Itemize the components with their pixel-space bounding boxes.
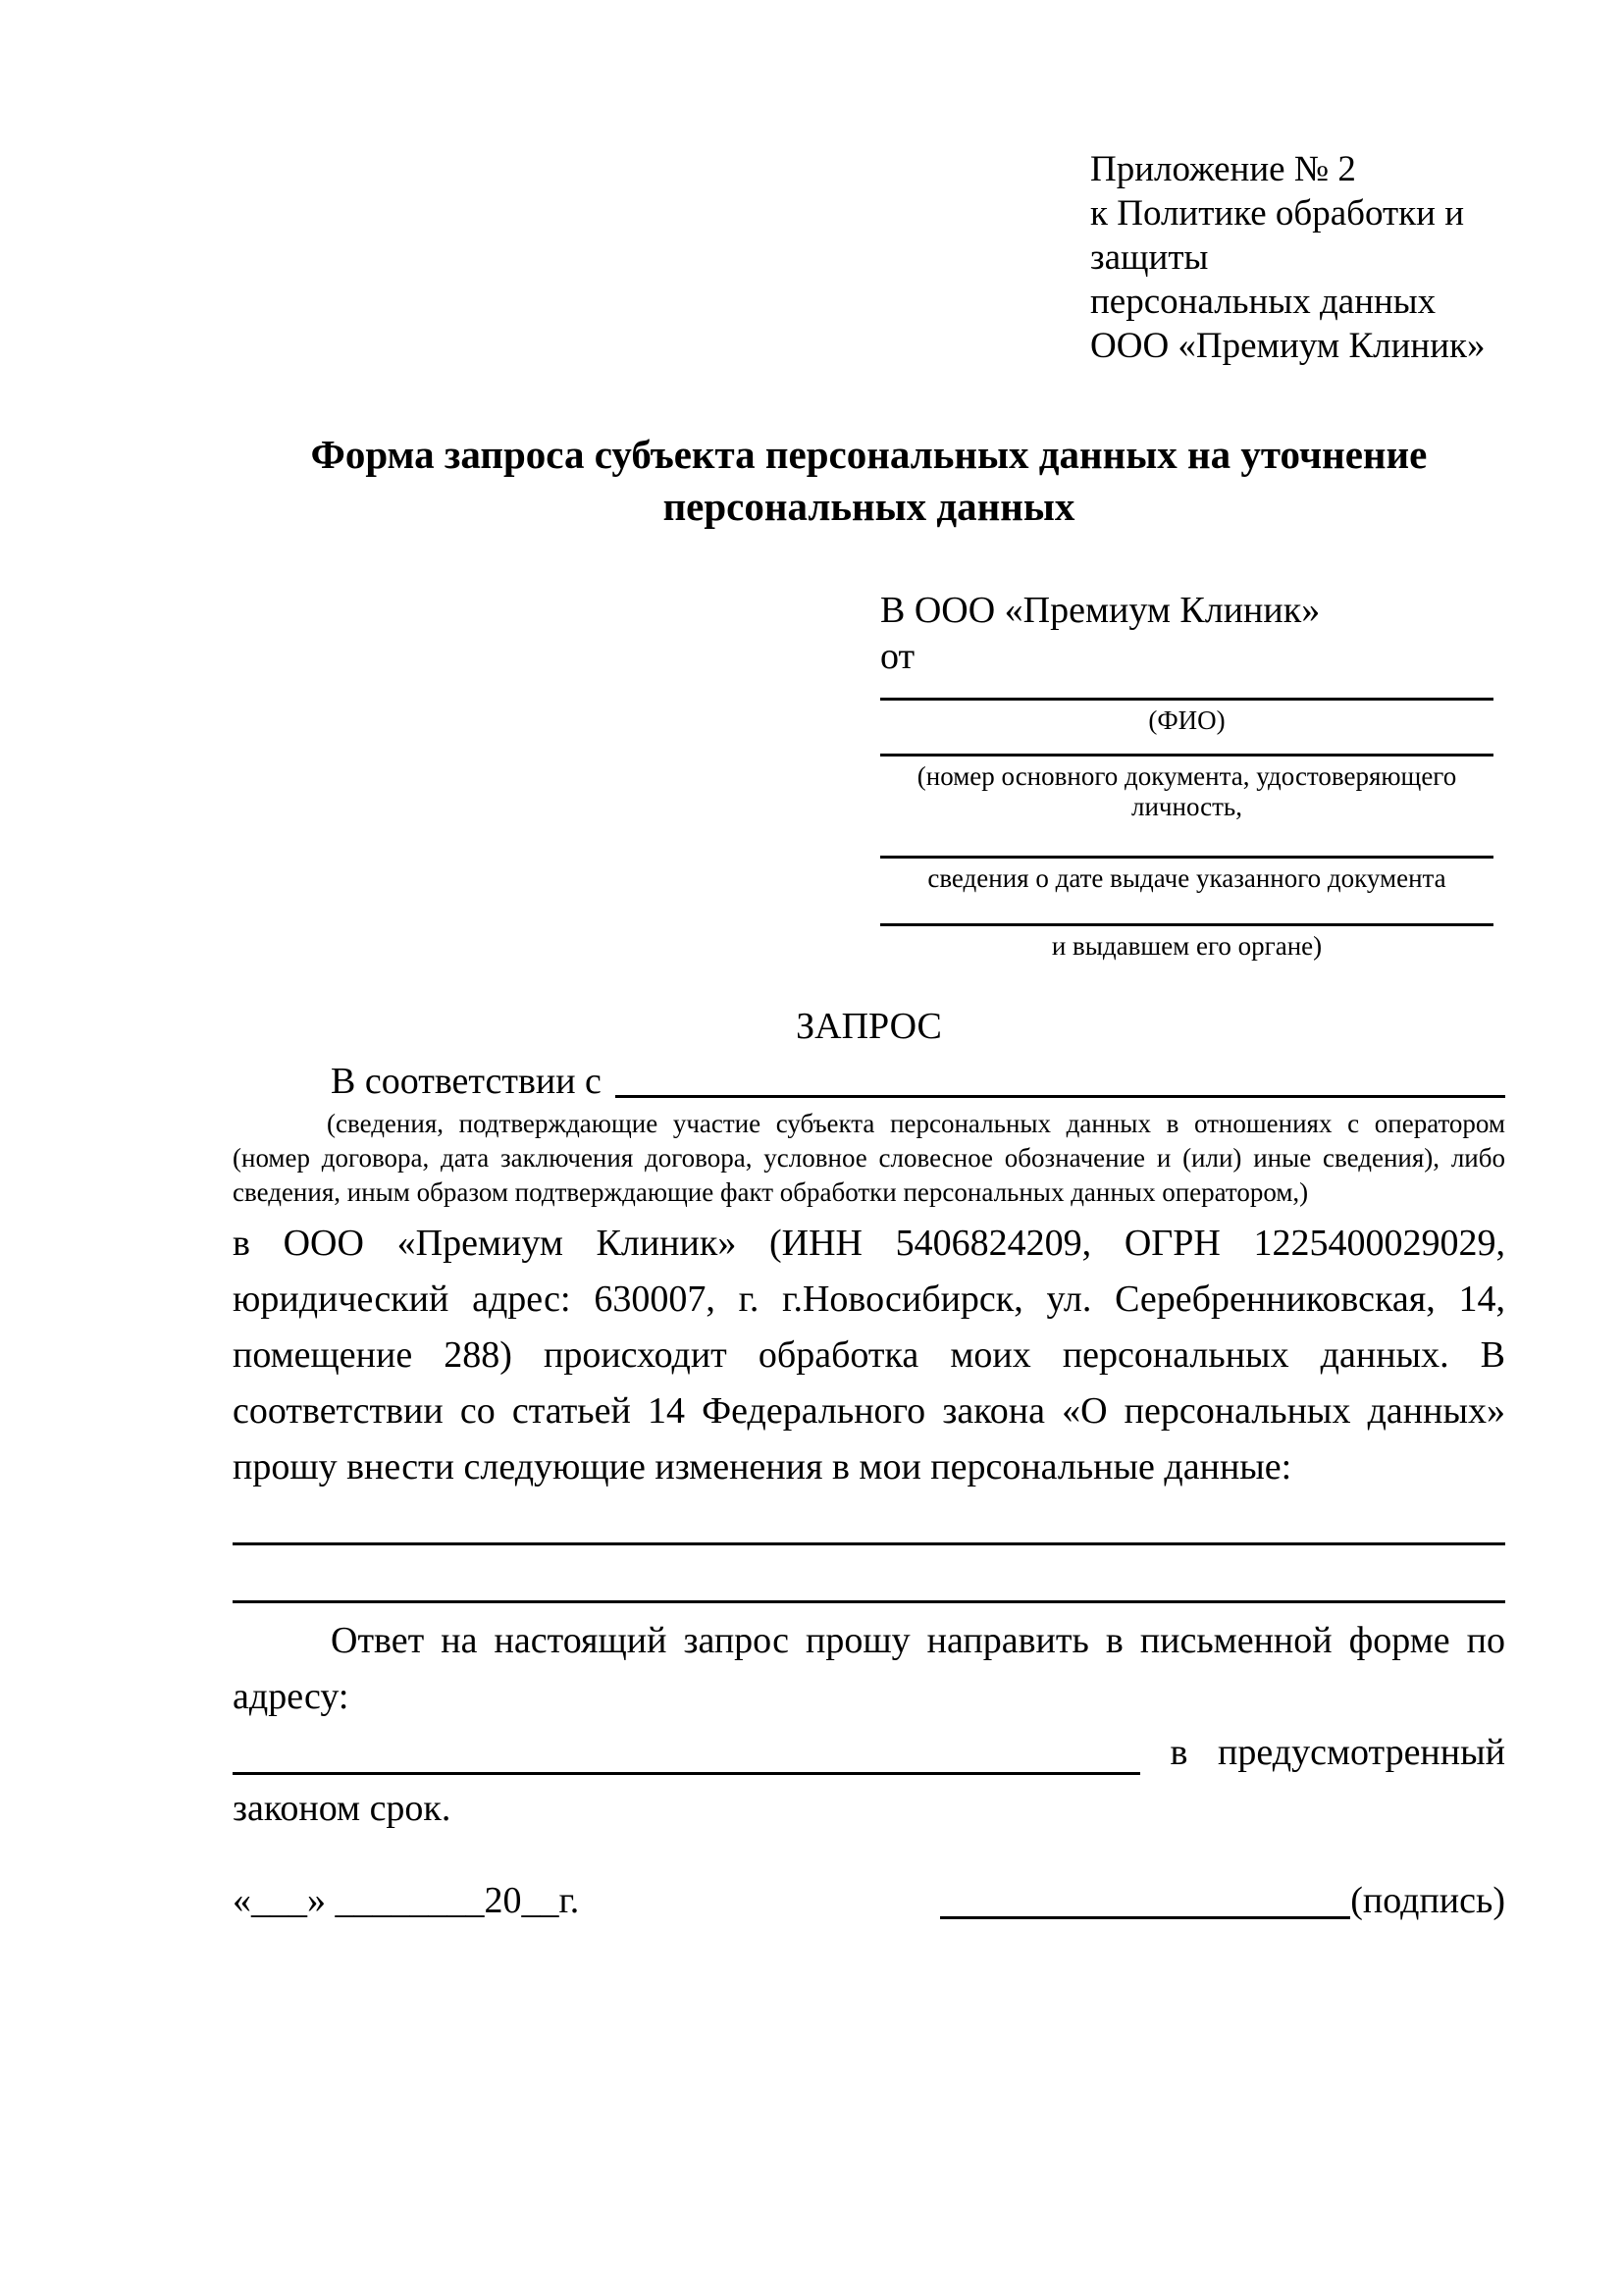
appendix-note-line: ООО «Премиум Клиник» (1090, 326, 1486, 366)
fill-line (615, 1095, 1505, 1098)
appendix-note-line: к Политике обработки и защиты (1090, 193, 1465, 278)
document-number-field (880, 754, 1493, 822)
fill-line (233, 1772, 1140, 1775)
intro-row (233, 1060, 1505, 1103)
reply-word: предусмотренный (1218, 1732, 1505, 1773)
request-heading: ЗАПРОС (796, 1006, 942, 1047)
addressee-to: В ООО «Премиум Клиник» (880, 590, 1321, 631)
document-issuer-field (880, 923, 1493, 962)
reply-address-row (233, 1725, 1505, 1781)
spacer (880, 822, 1493, 856)
applicant-fields (880, 680, 1493, 962)
appendix-note-line: Приложение № 2 (1090, 149, 1356, 189)
footnote-text: (сведения, подтверждающие участие субъекта персональных данных в отношениях с оператором (номер договора, дата заключения договора, условное словесное обозначение и (или) иные сведения), либо сведения, иным образом подтверждающие факт обработки персональных данных оператором,) (233, 1109, 1505, 1207)
field-caption: (ФИО) (1148, 705, 1226, 735)
field-caption: (номер основного документа, удостоверяющего личность, (916, 761, 1457, 821)
addressee-from: от (880, 636, 916, 677)
fill-line (233, 1600, 1505, 1603)
addressee-block (880, 588, 1505, 680)
closing-row (233, 1876, 1505, 1925)
page-title-line: персональных данных (662, 484, 1075, 529)
spacer (880, 736, 1493, 754)
reply-sentence: Ответ на настоящий запрос прошу направить в письменной форме по адресу: (233, 1620, 1505, 1717)
fio-field (880, 698, 1493, 736)
page-title (233, 429, 1505, 533)
page-title-line: Форма запроса субъекта персональных данных на уточнение (310, 432, 1428, 477)
date-blank: «___» ________20__г. (233, 1880, 580, 1921)
body-paragraph: в ООО «Премиум Клиник» (ИНН 5406824209, ОГРН 1225400029029, юридический адрес: 630007, г. г.Новосибирск, ул. Серебренниковская, 14, помещение 288) происходит обработка моих персональных данных. В соответствии со статьей 14 Федерального закона «О персональных данных» прошу внести следующие изменения в мои персональные данные: (233, 1223, 1505, 1487)
signature-group (940, 1876, 1505, 1925)
field-caption: сведения о дате выдаче указанного документа (927, 863, 1446, 893)
intro-prefix: В соответствии с (331, 1061, 602, 1102)
appendix-note-line: персональных данных (1090, 282, 1437, 322)
reply-tail: законом срок. (233, 1788, 451, 1829)
spacer (880, 680, 1493, 698)
fill-line (233, 1542, 1505, 1545)
field-caption: и выдавшем его органе) (1051, 931, 1323, 961)
signature-caption: (подпись) (1350, 1880, 1505, 1921)
appendix-note (1090, 147, 1505, 368)
reply-word: в (1170, 1732, 1188, 1773)
spacer (880, 894, 1493, 923)
signature-line (940, 1916, 1350, 1919)
document-issue-date-field (880, 856, 1493, 894)
